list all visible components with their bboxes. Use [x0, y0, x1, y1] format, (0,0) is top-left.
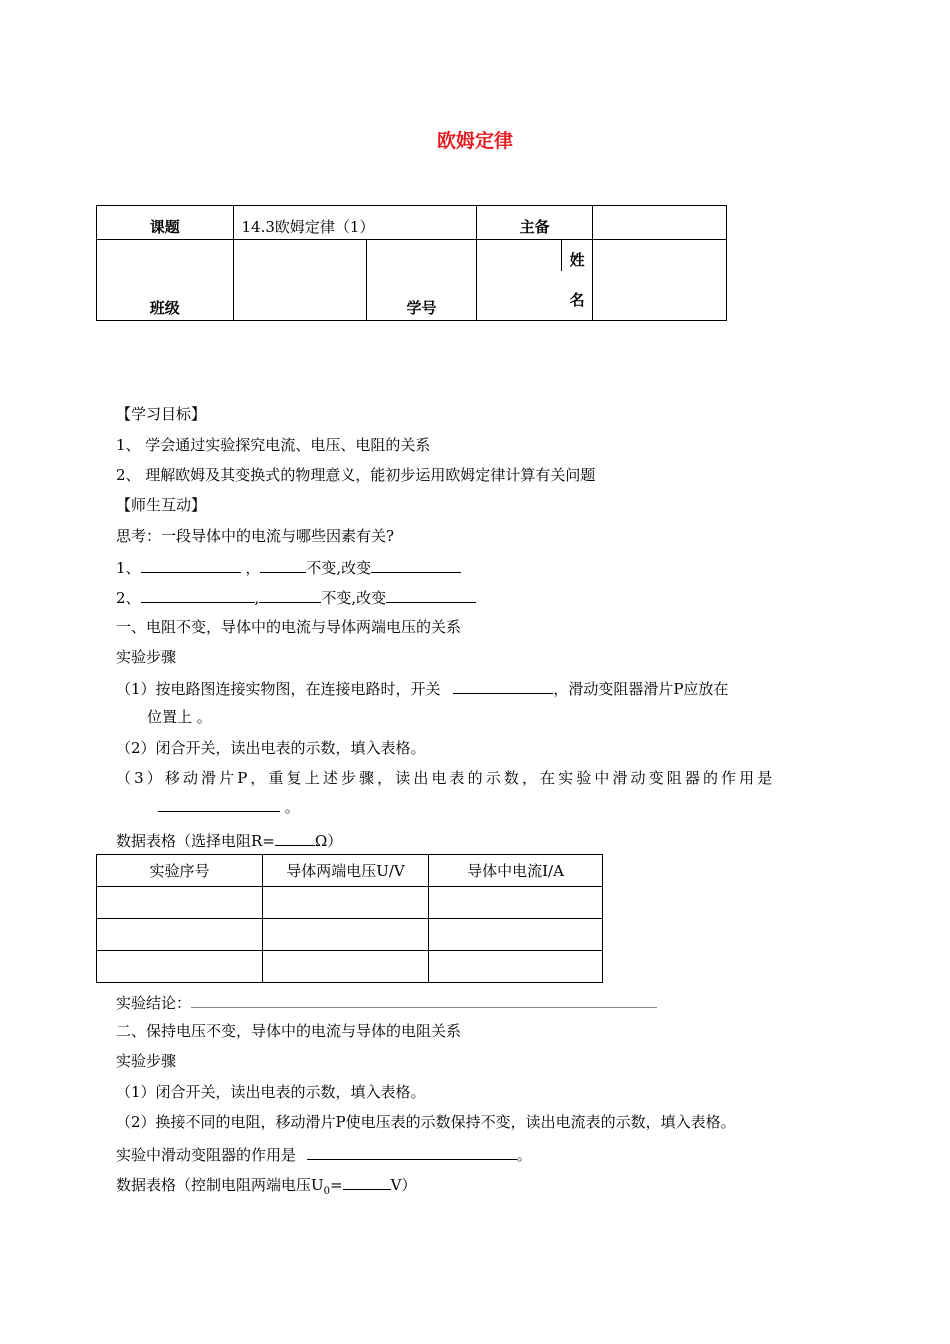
- question-1: [116, 556, 461, 578]
- steps-label-1: 实验步骤: [116, 648, 177, 666]
- table-cell[interactable]: [263, 951, 429, 983]
- value-topic: 14.3欧姆定律（1）: [233, 206, 477, 240]
- question-2-text: 不变,改变: [321, 589, 387, 607]
- part-2-heading: 二、保持电压不变，导体中的电流与导体的电阻关系: [116, 1022, 462, 1040]
- data-table-1-label-b: Ω）: [314, 832, 343, 850]
- label-student-no: 学号: [366, 240, 477, 321]
- step-3-end: 。: [284, 798, 300, 816]
- blank-1a[interactable]: [141, 556, 241, 573]
- step-1-continued: 位置上 。: [147, 708, 212, 726]
- blank-2c[interactable]: [386, 586, 476, 603]
- student-no-field[interactable]: [477, 240, 562, 271]
- value-student-no[interactable]: [477, 240, 592, 321]
- blank-conclusion[interactable]: [191, 991, 657, 1008]
- label-class: 班级: [97, 240, 234, 321]
- table-cell[interactable]: [263, 887, 429, 919]
- label-topic: 课题: [97, 206, 234, 240]
- part-2-step-1: （1）闭合开关，读出电表的示数，填入表格。: [116, 1083, 426, 1101]
- part-2-rheostat-role-text: 实验中滑动变阻器的作用是: [116, 1146, 297, 1164]
- value-name[interactable]: [592, 240, 726, 321]
- table-cell[interactable]: [97, 951, 263, 983]
- conclusion: [116, 991, 657, 1013]
- section-interaction: 【师生互动】: [116, 496, 207, 514]
- data-table-1: [96, 854, 603, 983]
- data-table-header-1: 实验序号: [97, 855, 263, 887]
- conclusion-label: 实验结论：: [116, 994, 192, 1012]
- data-table-header-3: 导体中电流I/A: [429, 855, 603, 887]
- step-1-text-a: （1）按电路图连接实物图，在连接电路时，开关: [116, 680, 441, 698]
- table-cell[interactable]: [429, 919, 603, 951]
- data-table-header-2: 导体两端电压U/V: [263, 855, 429, 887]
- table-cell[interactable]: [97, 919, 263, 951]
- data-table-2-label: [116, 1173, 416, 1202]
- part-1-heading: 一、电阻不变，导体中的电流与导体两端电压的关系: [116, 618, 462, 636]
- blank-1b[interactable]: [260, 556, 306, 573]
- data-table-2-label-b: =: [330, 1176, 343, 1194]
- steps-label-2: 实验步骤: [116, 1052, 177, 1070]
- table-cell[interactable]: [429, 887, 603, 919]
- blank-rheostat-role-2[interactable]: [307, 1143, 517, 1160]
- value-preparer[interactable]: [592, 206, 726, 240]
- table-cell[interactable]: [97, 887, 263, 919]
- blank-resistance[interactable]: [275, 829, 315, 846]
- data-table-2-label-c: V）: [390, 1176, 417, 1194]
- part-2-rheostat-role-end: 。: [516, 1146, 532, 1164]
- question-1-separator: ，: [245, 559, 261, 577]
- step-1: [116, 677, 728, 699]
- data-table-1-label-a: 数据表格（选择电阻R=: [116, 832, 275, 850]
- data-table-2-label-sub: 0: [323, 1186, 331, 1197]
- table-row: [97, 951, 603, 983]
- blank-rheostat-role-1[interactable]: [158, 795, 280, 812]
- table-row: [97, 887, 603, 919]
- blank-2a[interactable]: [141, 586, 255, 603]
- data-table-2-label-a: 数据表格（控制电阻两端电压U: [116, 1176, 324, 1194]
- blank-1c[interactable]: [371, 556, 461, 573]
- blank-2b[interactable]: [259, 586, 321, 603]
- data-table-1-label: [116, 829, 342, 851]
- question-1-number: 1、: [116, 559, 141, 577]
- question-2-separator: ,: [254, 589, 260, 607]
- table-row: [97, 919, 603, 951]
- step-2: （2）闭合开关，读出电表的示数，填入表格。: [116, 739, 426, 757]
- question-2-number: 2、: [116, 589, 141, 607]
- question-1-text: 不变,改变: [306, 559, 372, 577]
- question-2: [116, 586, 476, 608]
- blank-switch-state[interactable]: [453, 677, 553, 694]
- step-3: （3）移动滑片P，重复上述步骤，读出电表的示数，在实验中滑动变阻器的作用是: [116, 769, 776, 787]
- label-preparer: 主备: [477, 206, 592, 240]
- page-title: 欧姆定律: [436, 130, 513, 152]
- part-2-step-2: （2）换接不同的电阻，移动滑片P使电压表的示数保持不变，读出电流表的示数，填入表格。: [116, 1113, 736, 1131]
- think-question: 思考：一段导体中的电流与哪些因素有关?: [116, 527, 395, 545]
- lesson-info-table: [96, 205, 727, 321]
- label-name: 姓名: [569, 251, 585, 309]
- value-class[interactable]: [233, 240, 366, 321]
- step-3-answer: [158, 795, 300, 817]
- table-cell[interactable]: [263, 919, 429, 951]
- part-2-rheostat-role: [116, 1143, 532, 1165]
- goal-1: 1、 学会通过实验探究电流、电压、电阻的关系: [116, 436, 431, 454]
- step-1-text-b: ，滑动变阻器滑片P应放在: [553, 680, 729, 698]
- section-goals: 【学习目标】: [116, 405, 207, 423]
- goal-2: 2、 理解欧姆及其变换式的物理意义，能初步运用欧姆定律计算有关问题: [116, 466, 596, 484]
- table-cell[interactable]: [429, 951, 603, 983]
- blank-voltage[interactable]: [343, 1173, 391, 1190]
